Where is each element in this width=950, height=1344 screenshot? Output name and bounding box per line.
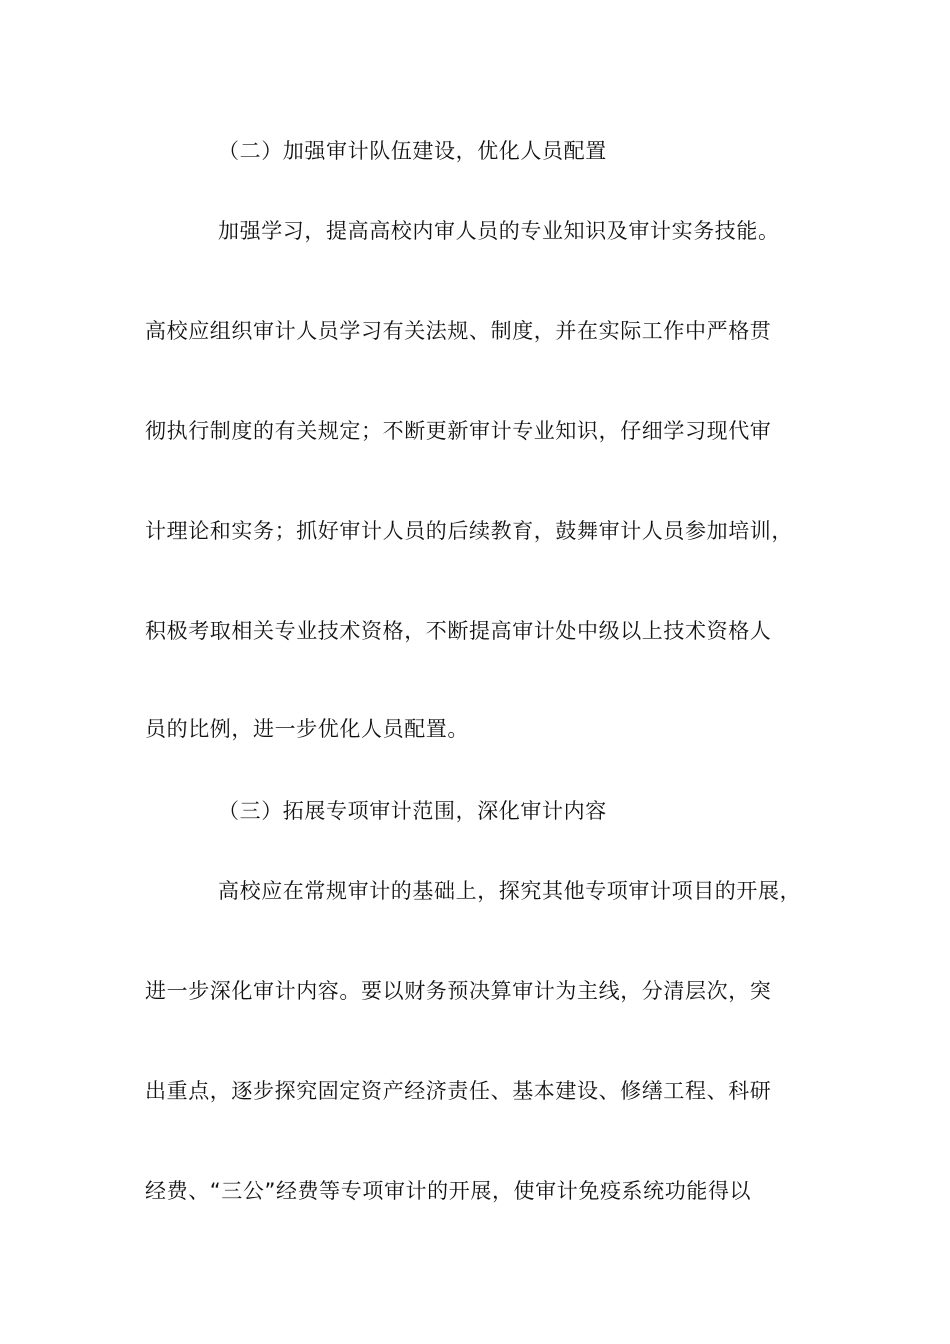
paragraph-line: 经费、“三公”经费等专项审计的开展，使审计免疫系统功能得以 — [145, 1179, 752, 1203]
paragraph-line: 积极考取相关专业技术资格，不断提高审计处中级以上技术资格人 — [145, 619, 772, 643]
paragraph-line: 进一步深化审计内容。要以财务预决算审计为主线，分清层次，突 — [145, 979, 772, 1003]
paragraph-line: 高校应组织审计人员学习有关法规、制度，并在实际工作中严格贯 — [145, 319, 772, 343]
paragraph-line: 高校应在常规审计的基础上，探究其他专项审计项目的开展， — [218, 879, 802, 903]
paragraph-line: 出重点，逐步探究固定资产经济责任、基本建设、修缮工程、科研 — [145, 1079, 772, 1103]
section-heading-2: （二）加强审计队伍建设，优化人员配置 — [218, 139, 607, 163]
paragraph-line: 员的比例，进一步优化人员配置。 — [145, 717, 469, 741]
paragraph-line: 彻执行制度的有关规定；不断更新审计专业知识，仔细学习现代审 — [145, 419, 772, 443]
paragraph-line: 加强学习，提高高校内审人员的专业知识及审计实务技能。 — [218, 219, 780, 243]
section-heading-3: （三）拓展专项审计范围，深化审计内容 — [218, 799, 607, 823]
paragraph-line: 计理论和实务；抓好审计人员的后续教育，鼓舞审计人员参加培训， — [145, 519, 793, 543]
